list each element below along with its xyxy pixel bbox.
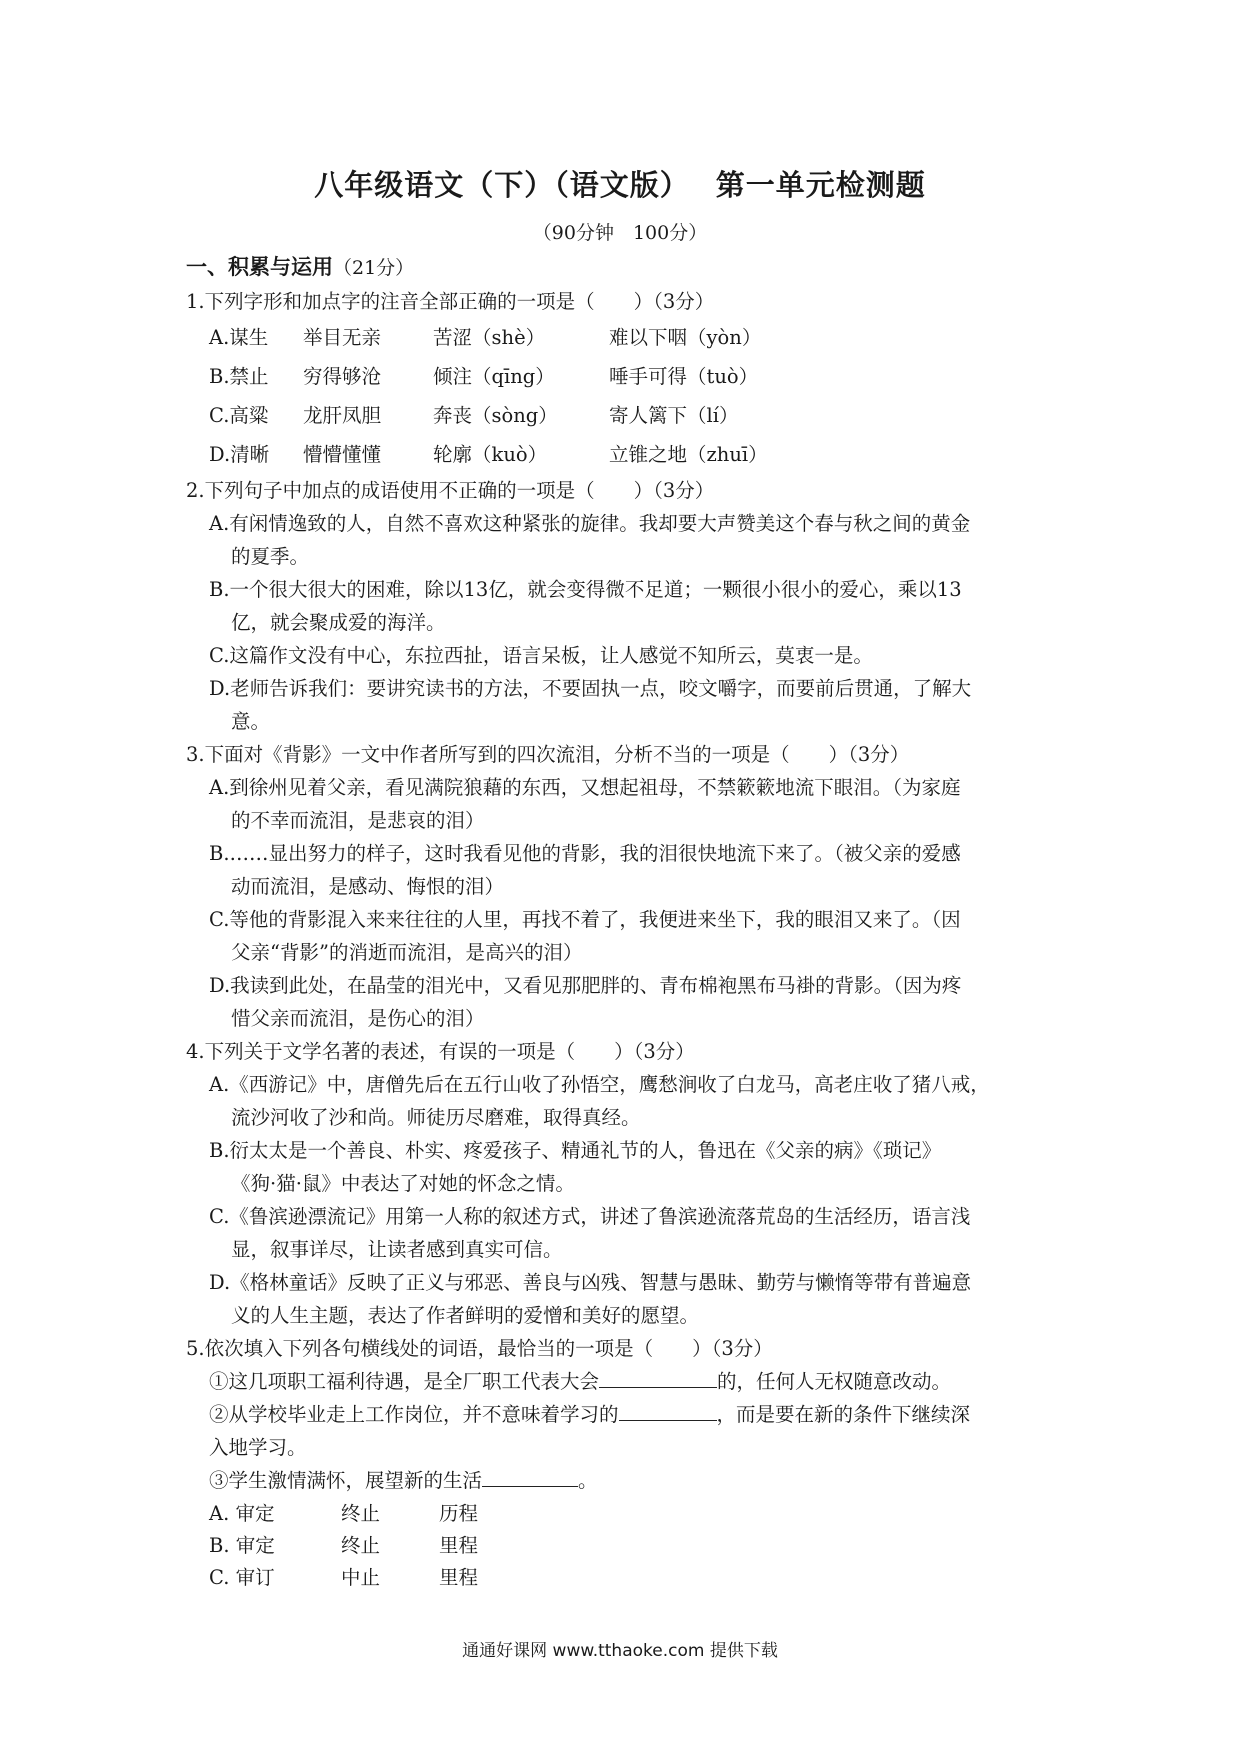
section-name: 一、积累与运用 bbox=[186, 254, 333, 279]
choice-label-word bbox=[209, 1529, 341, 1562]
option-cell: 奔丧（sòng） bbox=[433, 404, 558, 427]
option-text: C.等他的背影混入来来往往的人里，再找不着了，我便进来坐下，我的眼泪又来了。（因 bbox=[209, 908, 961, 931]
option-cell: 难以下咽（yòn） bbox=[609, 326, 762, 349]
option-text-continued: 意。 bbox=[231, 710, 271, 733]
choice-letter: A. bbox=[209, 1501, 230, 1525]
choice-word: 里程 bbox=[439, 1533, 479, 1557]
sentence-text: 的，任何人无权随意改动。 bbox=[717, 1370, 952, 1393]
question-5-sentence-1 bbox=[186, 1365, 1066, 1398]
choice-word: 终止 bbox=[341, 1501, 381, 1525]
sentence-text: ③学生激情满怀，展望新的生活 bbox=[209, 1469, 483, 1492]
sentence-text: ①这几项职工福利待遇，是全厂职工代表大会 bbox=[209, 1370, 600, 1393]
option-text-continued: 亿，就会聚成爱的海洋。 bbox=[231, 611, 446, 634]
question-4-option-b bbox=[186, 1134, 1066, 1200]
question-4-option-a bbox=[186, 1068, 1066, 1134]
page-footer: 通通好课网 www.tthaoke.com 提供下载 bbox=[462, 1641, 778, 1661]
question-3-option-b bbox=[186, 837, 1066, 903]
option-text-continued: 动而流泪，是感动、悔恨的泪） bbox=[231, 875, 505, 898]
choice-word: 中止 bbox=[341, 1565, 381, 1589]
choice-word: 历程 bbox=[439, 1501, 479, 1525]
option-cell: 轮廓（kuò） bbox=[433, 443, 548, 466]
question-1-option-d bbox=[186, 435, 1066, 474]
option-text: A.有闲情逸致的人，自然不喜欢这种紧张的旋律。我却要大声赞美这个春与秋之间的黄金 bbox=[209, 512, 971, 535]
question-1-stem: 1.下列字形和加点字的注音全部正确的一项是（ ）（3分） bbox=[186, 290, 715, 313]
question-1-option-c bbox=[186, 396, 1066, 435]
page-subtitle: （90分钟 100分） bbox=[532, 222, 708, 244]
option-cell: 唾手可得（tuò） bbox=[609, 365, 759, 388]
question-5-sentence-2 bbox=[186, 1398, 1066, 1431]
title-right: 第一单元检测题 bbox=[715, 168, 926, 202]
option-text-continued: 流沙河收了沙和尚。师徒历尽磨难，取得真经。 bbox=[231, 1106, 641, 1129]
option-cell: 龙肝凤胆 bbox=[303, 404, 382, 427]
fill-blank[interactable] bbox=[599, 1369, 717, 1388]
question-4 bbox=[186, 1035, 1066, 1332]
choice-letter: B. bbox=[209, 1533, 230, 1557]
choice-word: 里程 bbox=[439, 1565, 479, 1589]
option-text: A.到徐州见着父亲，看见满院狼藉的东西，又想起祖母，不禁簌簌地流下眼泪。（为家庭 bbox=[209, 776, 961, 799]
option-text: C.《鲁滨逊漂流记》用第一人称的叙述方式，讲述了鲁滨逊流落荒岛的生活经历，语言浅 bbox=[209, 1205, 971, 1228]
choice-word: 终止 bbox=[341, 1533, 381, 1557]
option-text: B.衍太太是一个善良、朴实、疼爱孩子、精通礼节的人，鲁迅在《父亲的病》《琐记》 bbox=[209, 1139, 942, 1162]
option-cell: 苦涩（shè） bbox=[433, 326, 546, 349]
option-text-continued: 的夏季。 bbox=[231, 545, 310, 568]
question-2-option-b bbox=[186, 573, 1066, 639]
option-cell: 立锥之地（zhuī） bbox=[609, 443, 768, 466]
question-3-option-a bbox=[186, 771, 1066, 837]
question-2-option-a bbox=[186, 507, 1066, 573]
question-5-sentence-2-continued: 入地学习。 bbox=[209, 1436, 307, 1459]
option-text-continued: 父亲“背影”的消逝而流泪，是高兴的泪） bbox=[231, 941, 583, 964]
question-4-option-d bbox=[186, 1266, 1066, 1332]
exam-content bbox=[186, 250, 1066, 1593]
choice-word: 审定 bbox=[235, 1501, 275, 1525]
option-text: D.《格林童话》反映了正义与邪恶、善良与凶残、智慧与愚昧、勤劳与懒惰等带有普遍意 bbox=[209, 1271, 972, 1294]
option-text: B.……显出努力的样子，这时我看见他的背影，我的泪很快地流下来了。（被父亲的爱感 bbox=[209, 842, 961, 865]
question-5-choice-a bbox=[186, 1497, 1066, 1529]
sentence-text: ，而是要在新的条件下继续深 bbox=[716, 1403, 971, 1426]
option-text-continued: 惜父亲而流泪，是伤心的泪） bbox=[231, 1007, 485, 1030]
sentence-text: 。 bbox=[578, 1469, 598, 1492]
section-heading bbox=[186, 250, 1066, 285]
option-cell: B.禁止 bbox=[209, 365, 269, 388]
option-text-continued: 《狗·猫·鼠》中表达了对她的怀念之情。 bbox=[231, 1172, 575, 1195]
option-text: C.这篇作文没有中心，东拉西扯，语言呆板，让人感觉不知所云，莫衷一是。 bbox=[209, 644, 873, 667]
question-4-stem: 4.下列关于文学名著的表述，有误的一项是（ ）（3分） bbox=[186, 1040, 695, 1063]
choice-label-word bbox=[209, 1561, 341, 1594]
question-3 bbox=[186, 738, 1066, 1035]
option-cell: D.清晰 bbox=[209, 443, 270, 466]
question-1-option-a bbox=[186, 318, 1066, 357]
question-3-option-d bbox=[186, 969, 1066, 1035]
fill-blank[interactable] bbox=[619, 1402, 717, 1421]
option-cell: 寄人篱下（lí） bbox=[609, 404, 739, 427]
fill-blank[interactable] bbox=[482, 1468, 578, 1487]
question-1 bbox=[186, 285, 1066, 474]
option-cell: 倾注（qīng） bbox=[433, 365, 555, 388]
option-cell: 穷得够沧 bbox=[303, 365, 382, 388]
option-text: B.一个很大很大的困难，除以13亿，就会变得微不足道；一颗很小很小的爱心，乘以13 bbox=[209, 578, 962, 601]
question-3-stem: 3.下面对《背影》一文中作者所写到的四次流泪，分析不当的一项是（ ）（3分） bbox=[186, 743, 910, 766]
question-1-option-b bbox=[186, 357, 1066, 396]
option-text: D.我读到此处，在晶莹的泪光中，又看见那肥胖的、青布棉袍黑布马褂的背影。（因为疼 bbox=[209, 974, 962, 997]
question-3-option-c bbox=[186, 903, 1066, 969]
option-cell: A.谋生 bbox=[209, 326, 269, 349]
option-cell: C.高粱 bbox=[209, 404, 269, 427]
option-cell: 懵懵懂懂 bbox=[303, 443, 382, 466]
choice-word: 审订 bbox=[235, 1565, 275, 1589]
question-4-option-c bbox=[186, 1200, 1066, 1266]
sentence-text: ②从学校毕业走上工作岗位，并不意味着学习的 bbox=[209, 1403, 619, 1426]
question-5-sentence-3 bbox=[186, 1464, 1066, 1497]
question-5-choice-c bbox=[186, 1561, 1066, 1593]
option-cell: 举目无亲 bbox=[303, 326, 382, 349]
question-2-option-d bbox=[186, 672, 1066, 738]
choice-word: 审定 bbox=[235, 1533, 275, 1557]
question-5-choice-b bbox=[186, 1529, 1066, 1561]
question-2-stem: 2.下列句子中加点的成语使用不正确的一项是（ ）（3分） bbox=[186, 479, 715, 502]
question-5-stem: 5.依次填入下列各句横线处的词语，最恰当的一项是（ ）（3分） bbox=[186, 1337, 773, 1360]
page-title bbox=[0, 163, 1240, 204]
question-5 bbox=[186, 1332, 1066, 1593]
title-left: 八年级语文（下）（语文版） bbox=[314, 168, 690, 202]
question-2 bbox=[186, 474, 1066, 738]
option-text-continued: 的不幸而流泪，是悲哀的泪） bbox=[231, 809, 485, 832]
question-2-option-c bbox=[186, 639, 1066, 672]
option-text-continued: 义的人生主题，表达了作者鲜明的爱憎和美好的愿望。 bbox=[231, 1304, 700, 1327]
option-text-continued: 显，叙事详尽，让读者感到真实可信。 bbox=[231, 1238, 563, 1261]
choice-label-word bbox=[209, 1497, 341, 1530]
option-text: A.《西游记》中，唐僧先后在五行山收了孙悟空，鹰愁涧收了白龙马，高老庄收了猪八戒， bbox=[209, 1073, 990, 1096]
choice-letter: C. bbox=[209, 1565, 230, 1589]
option-text: D.老师告诉我们：要讲究读书的方法，不要固执一点，咬文嚼字，而要前后贯通，了解大 bbox=[209, 677, 972, 700]
section-points: （21分） bbox=[333, 257, 415, 279]
